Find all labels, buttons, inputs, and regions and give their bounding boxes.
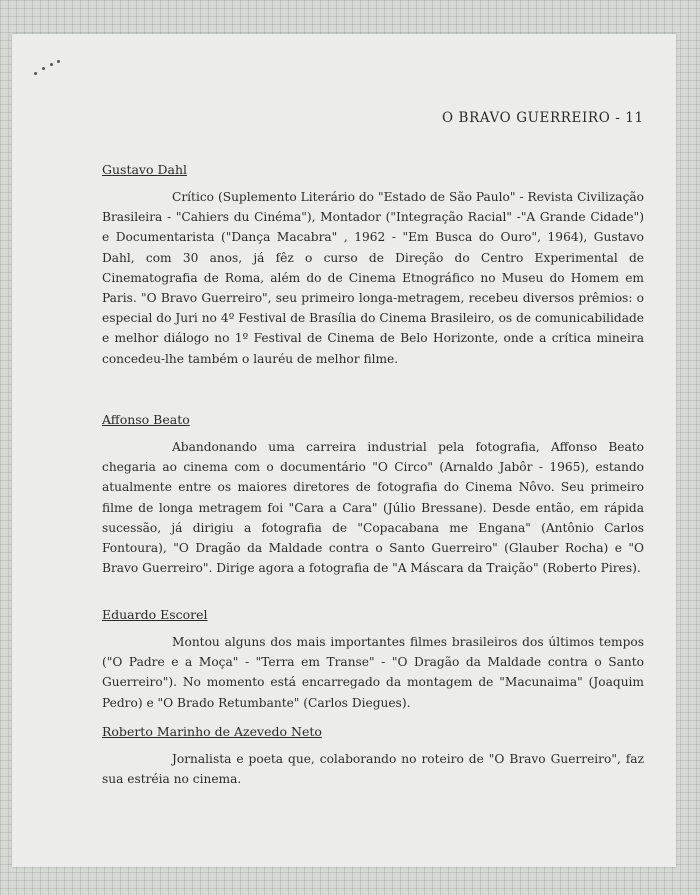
bio-roberto-marinho [102,724,644,789]
bio-affonso-beato [102,412,644,578]
bio-name: Gustavo Dahl [102,162,188,177]
bio-text: Crítico (Suplemento Literário do "Estado de São Paulo" - Revista Civilização Brasileira - "Cahiers du Cinéma"), Montador ("Integração Racial" -"A Grande Cidade") e Documentarista ("Dança Macabra" , 1962 - "Em Busca do Ouro", 1964), Gustavo Dahl, com 30 anos, já fêz o curso de Direção do Centro Experimental de Cinematografia de Roma, além do de Cinema Etnográfico no Museu do Homem em Paris. "O Bravo Guerreiro", seu primeiro longa-metragem, recebeu diversos prêmios: o especial do Juri no 4º Festival de Brasília do Cinema Brasileiro, os de comunicabilidade e melhor diálogo no 1º Festival de Cinema de Belo Horizonte, onde a crítica mineira concedeu-lhe também o lauréu de melhor filme. [102,190,644,366]
bio-gustavo-dahl [102,162,644,369]
ink-specks [32,58,72,78]
bio-name: Roberto Marinho de Azevedo Neto [102,724,322,739]
document-page [12,34,676,867]
bio-name: Eduardo Escorel [102,607,208,622]
bio-text: Montou alguns dos mais importantes filmes brasileiros dos últimos tempos ("O Padre e a Moça" - "Terra em Transe" - "O Dragão da Maldade contra o Santo Guerreiro"). No momento está encarregado da montagem de "Macunaima" (Joaquim Pedro) e "O Brado Retumbante" (Carlos Diegues). [102,635,644,710]
bio-text: Abandonando uma carreira industrial pela fotografia, Affonso Beato chegaria ao cinema com o documentário "O Circo" (Arnaldo Jabôr - 1965), estando atualmente entre os maiores diretores de fotografia do Cinema Nôvo. Seu primeiro filme de longa metragem foi "Cara a Cara" (Júlio Bressane). Desde então, em rápida sucessão, já dirigiu a fotografia de "Copacabana me Engana" (Antônio Carlos Fontoura), "O Dragão da Maldade contra o Santo Guerreiro" (Glauber Rocha) e "O Bravo Guerreiro". Dirige agora a fotografia de "A Máscara da Traição" (Roberto Pires). [102,440,644,576]
bio-eduardo-escorel [102,607,644,713]
bio-text: Jornalista e poeta que, colaborando no roteiro de "O Bravo Guerreiro", faz sua estréia no cinema. [102,752,644,787]
bio-name: Affonso Beato [102,412,190,427]
page-header: O BRAVO GUERREIRO - 11 [442,110,644,126]
